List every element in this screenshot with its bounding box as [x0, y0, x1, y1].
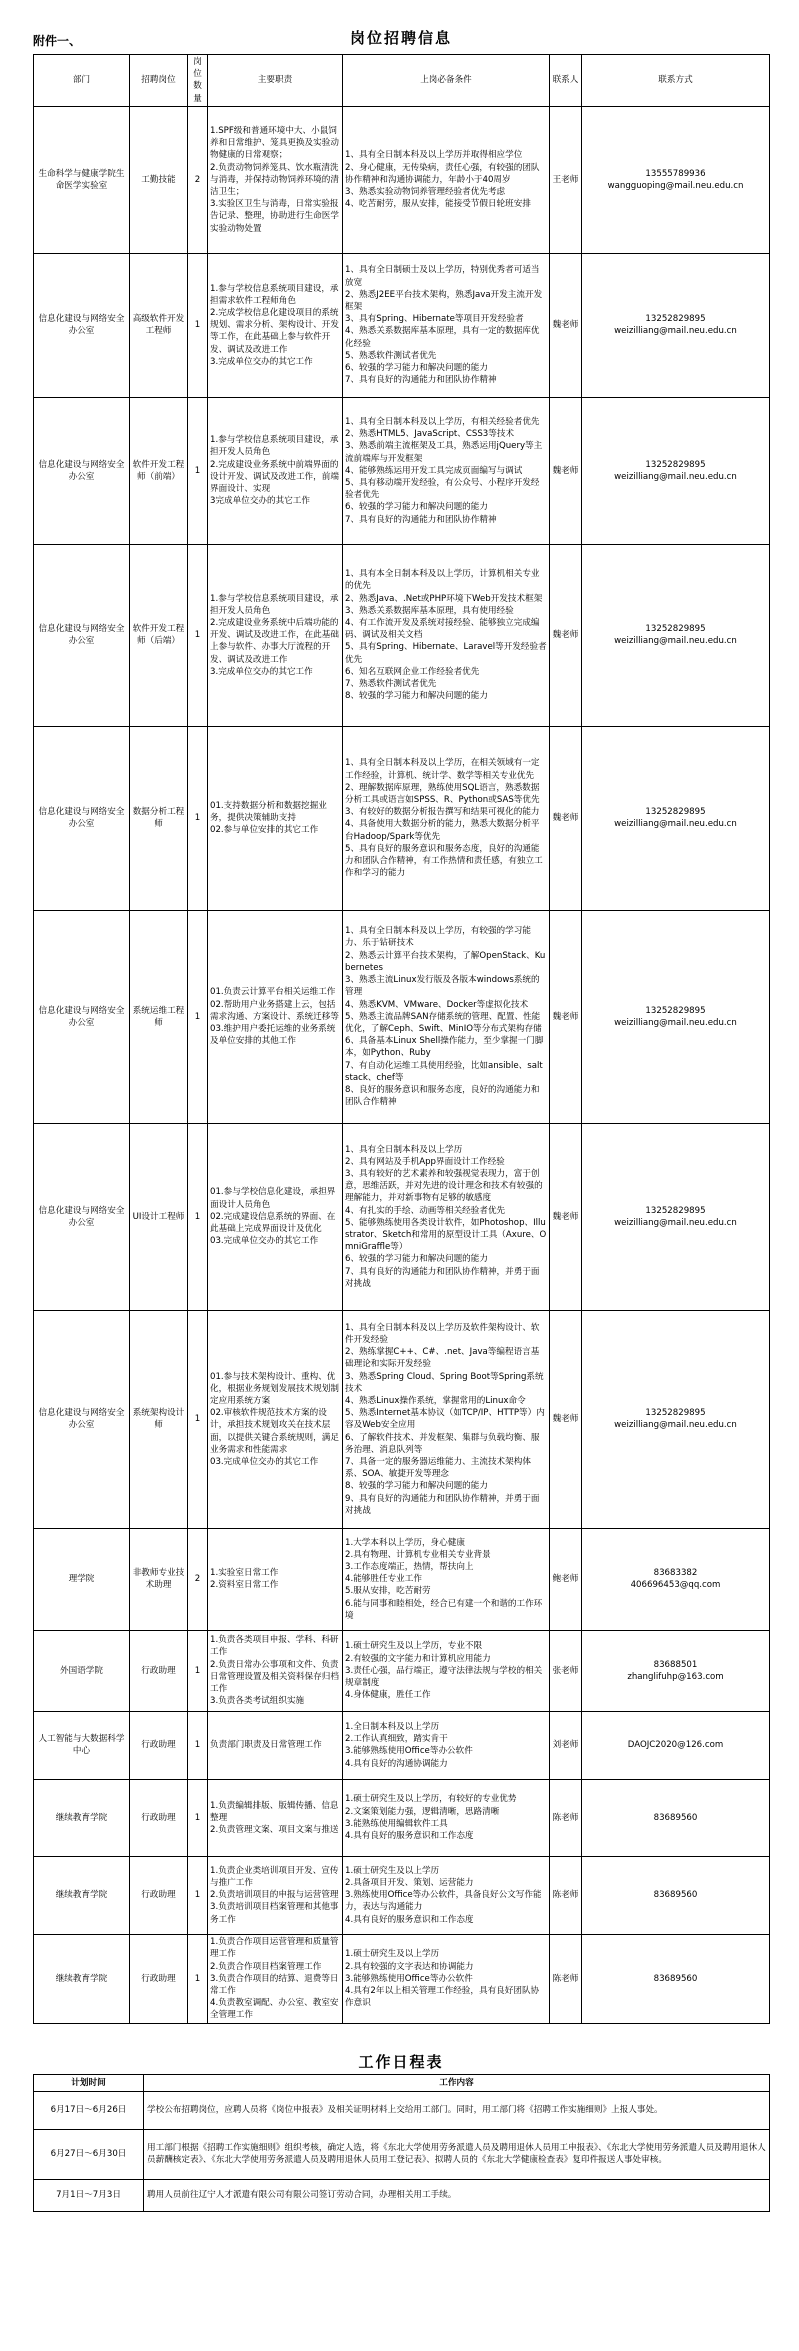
schedule-header [34, 2074, 770, 2091]
cell-contact: 陈老师 [550, 1779, 582, 1856]
cell-dept: 信息化建设与网络安全办公室 [34, 544, 130, 726]
header-time: 计划时间 [34, 2074, 144, 2091]
cell-dept: 理学院 [34, 1528, 130, 1630]
cell-contact: 魏老师 [550, 1310, 582, 1528]
schedule-row [34, 2091, 770, 2129]
table-row [34, 1711, 770, 1779]
cell-post: 软件开发工程师（后端） [130, 544, 188, 726]
cell-phone: 13252829895 weizilliang@mail.neu.edu.cn [582, 1123, 770, 1310]
cell-post: 行政助理 [130, 1711, 188, 1779]
cell-duty: 1.负责编辑排版、版辑传播、信息整理 2.负责管理文案、项目文案与推送 [208, 1779, 343, 1856]
cell-num: 1 [188, 1856, 208, 1934]
table-row [34, 1123, 770, 1310]
cell-post: 系统运维工程师 [130, 910, 188, 1123]
cell-post: 行政助理 [130, 1934, 188, 2023]
cell-num: 1 [188, 726, 208, 910]
cell-post: 非教师专业技术助理 [130, 1528, 188, 1630]
cell-phone: 13252829895 weizilliang@mail.neu.edu.cn [582, 544, 770, 726]
table-row [34, 253, 770, 397]
cell-req: 1、具有本全日制本科及以上学历，计算机相关专业的优先 2、熟悉Java、.Net或PHP环境下Web开发技术框架 3、熟悉关系数据库基本原理，具有使用经验 4、有工作流开发及系统对接经验、能够独立完成编码、调试及相关文档 5、具有Spring、Hibernate、Laravel等开发经验者优先 6、知名互联网企业工作经验者优先 7、熟悉软件测试者优先 8、较强的学习能力和解决问题的能力 [343, 544, 550, 726]
cell-dept: 信息化建设与网络安全办公室 [34, 397, 130, 544]
document [33, 22, 769, 2212]
cell-duty: 1.负责各类项目申报、学科、科研工作 2.负责日常办公事项和文件、负责日常管理设置及相关资料保存归档工作 3.负责各类考试组织实施 [208, 1630, 343, 1711]
cell-contact: 魏老师 [550, 253, 582, 397]
cell-req: 1.大学本科以上学历，身心健康 2.具有物理、计算机专业相关专业背景 3.工作态度端正，热情，帮扶向上 4.能够胜任专业工作 5.服从安排，吃苦耐劳 6.能与同事和睦相处，经合已有建一个和谐的工作环境 [343, 1528, 550, 1630]
cell-duty: 01.支持数据分析和数据挖掘业务，提供决策辅助支持 02.参与单位安排的其它工作 [208, 726, 343, 910]
schedule-table [33, 2074, 770, 2212]
cell-dept: 继续教育学院 [34, 1934, 130, 2023]
table-row [34, 1528, 770, 1630]
cell-req: 1、具有全日制本科及以上学历，有相关经验者优先 2、熟悉HTML5、JavaScript、CSS3等技术 3、熟悉前端主流框架及工具，熟悉运用jQuery等主流前端库与开发框架 4、能够熟练运用开发工具完成页面编写与调试 5、具有移动端开发经验，有公众号、小程序开发经验者优先 6、较强的学习能力和解决问题的能力 7、具有良好的沟通能力和团队协作精神 [343, 397, 550, 544]
table-row [34, 1310, 770, 1528]
cell-dept: 外国语学院 [34, 1630, 130, 1711]
header-duty: 主要职责 [208, 55, 343, 107]
cell-num: 1 [188, 1711, 208, 1779]
cell-req: 1.硕士研究生及以上学历 2.具备项目开发、策划、运营能力 3.熟练使用Office等办公软件，具备良好公文写作能力，表达与沟通能力 4.具有良好的服务意识和工作态度 [343, 1856, 550, 1934]
cell-phone: 13252829895 weizilliang@mail.neu.edu.cn [582, 397, 770, 544]
header-post: 招聘岗位 [130, 55, 188, 107]
cell-contact: 张老师 [550, 1630, 582, 1711]
table-row [34, 106, 770, 253]
cell-dept: 信息化建设与网络安全办公室 [34, 1310, 130, 1528]
cell-contact: 魏老师 [550, 397, 582, 544]
job-table [33, 54, 770, 2024]
cell-phone: 13555789936 wangguoping@mail.neu.edu.cn [582, 106, 770, 253]
cell-num: 1 [188, 1310, 208, 1528]
cell-num: 1 [188, 1123, 208, 1310]
header-num: 岗位数量 [188, 55, 208, 107]
schedule-row [34, 2129, 770, 2179]
cell-contact: 魏老师 [550, 544, 582, 726]
cell-num: 1 [188, 397, 208, 544]
header-content: 工作内容 [144, 2074, 770, 2091]
cell-phone: DAOJC2020@126.com [582, 1711, 770, 1779]
cell-contact: 王老师 [550, 106, 582, 253]
cell-req: 1、具有全日制本科及以上学历，有较强的学习能力、乐于钻研技术 2、熟悉云计算平台技术架构，了解OpenStack、Kubernetes 3、熟悉主流Linux发行版及各版本windows系统的管理 4、熟悉KVM、VMware、Docker等虚拟化技术 5、熟悉主流品牌SAN存储系统的管理、配置、性能优化，了解Ceph、Swift、MinIO等分布式架构存储 6、具备基本Linux Shell操作能力，至少掌握一门脚本，如Python、Ruby 7、有自动化运维工具使用经验，比如ansible、saltstack、chef等 8、良好的服务意识和服务态度，良好的沟通能力和团队合作精神 [343, 910, 550, 1123]
cell-num: 1 [188, 1779, 208, 1856]
cell-req: 1、具有全日制硕士及以上学历，特别优秀者可适当放宽 2、熟悉J2EE平台技术架构，熟悉Java开发主流开发框架 3、具有Spring、Hibernate等项目开发经验者 4、熟悉关系数据库基本原理，具有一定的数据库优化经验 5、熟悉软件测试者优先 6、较强的学习能力和解决问题的能力 7、具有良好的沟通能力和团队协作精神 [343, 253, 550, 397]
cell-duty: 01.参与学校信息化建设，承担界面设计人员角色 02.完成建设信息系统的界面、在此基础上完成界面设计及优化 03.完成单位交办的其它工作 [208, 1123, 343, 1310]
cell-phone: 83689560 [582, 1934, 770, 2023]
cell-phone: 13252829895 weizilliang@mail.neu.edu.cn [582, 253, 770, 397]
page-title: 岗位招聘信息 [349, 29, 452, 47]
cell-req: 1.全日制本科及以上学历 2.工作认真细致，踏实肯干 3.能够熟练使用Office等办公软件 4.具有良好的沟通协调能力 [343, 1711, 550, 1779]
cell-post: UI设计工程师 [130, 1123, 188, 1310]
cell-phone: 83689560 [582, 1779, 770, 1856]
cell-req: 1、具有全日制本科及以上学历，在相关领域有一定工作经验，计算机、统计学、数学等相关专业优先 2、理解数据库原理，熟练使用SQL语言，熟悉数据分析工具或语言如SPSS、R、Python或SAS等优先 3、有较好的数据分析报告撰写和结果可视化的能力 4、具备使用大数据分析的能力，熟悉大数据分析平台Hadoop/Spark等优先 5、具有良好的服务意识和服务态度，良好的沟通能力和团队合作精神，有工作热情和责任感，有独立工作和学习的能力 [343, 726, 550, 910]
cell-dept: 信息化建设与网络安全办公室 [34, 910, 130, 1123]
cell-duty: 1.负责合作项目运营管理和质量管理工作 2.负责合作项目档案管理工作 3.负责合作项目的结算、退费等日常工作 4.负责教室调配、办公室、教室安全管理工作 [208, 1934, 343, 2023]
cell-phone: 83689560 [582, 1856, 770, 1934]
job-table-header [34, 55, 770, 107]
cell-phone: 83683382 406696453@qq.com [582, 1528, 770, 1630]
cell-post: 软件开发工程师（前端） [130, 397, 188, 544]
cell-duty: 1.实验室日常工作 2.资料室日常工作 [208, 1528, 343, 1630]
table-row [34, 397, 770, 544]
cell-duty: 1.负责企业类培训项目开发、宣传与推广工作 2.负责培训项目的申报与运营管理 3.负责培训项目档案管理和其他事务工作 [208, 1856, 343, 1934]
cell-post: 数据分析工程师 [130, 726, 188, 910]
cell-duty: 01.负责云计算平台相关运维工作 02.帮助用户业务搭建上云，包括需求沟通、方案设计、系统迁移等 03.维护用户委托运维的业务系统及单位安排的其他工作 [208, 910, 343, 1123]
table-row [34, 544, 770, 726]
cell-post: 行政助理 [130, 1630, 188, 1711]
cell-duty: 1.参与学校信息系统项目建设，承担开发人员角色 2.完成建设业务系统中前端界面的设计开发、调试及改进工作，前端界面设计、实现 3完成单位交办的其它工作 [208, 397, 343, 544]
table-row [34, 726, 770, 910]
cell-dept: 生命科学与健康学院生命医学实验室 [34, 106, 130, 253]
header-req: 上岗必备条件 [343, 55, 550, 107]
cell-dept: 继续教育学院 [34, 1856, 130, 1934]
schedule-time: 7月1日～7月3日 [34, 2179, 144, 2211]
cell-phone: 13252829895 weizilliang@mail.neu.edu.cn [582, 726, 770, 910]
cell-phone: 83688501 zhanglifuhp@163.com [582, 1630, 770, 1711]
table-row [34, 1934, 770, 2023]
cell-post: 行政助理 [130, 1779, 188, 1856]
cell-num: 1 [188, 544, 208, 726]
header-phone: 联系方式 [582, 55, 770, 107]
cell-num: 1 [188, 910, 208, 1123]
cell-num: 2 [188, 1528, 208, 1630]
cell-duty: 1.参与学校信息系统项目建设，承担需求软件工程师角色 2.完成学校信息化建设项目的系统规划、需求分析、架构设计、开发等工作，在此基础上参与软件开发、调试及改进工作 3.完成单位交办的其它工作 [208, 253, 343, 397]
cell-req: 1、具有全日制本科及以上学历及软件架构设计、软件开发经验 2、熟练掌握C++、C#、.net、Java等编程语言基础理论和实际开发经验 3、熟悉Spring Cloud、Spring Boot等Spring系统技术 4、熟悉Linux操作系统，掌握常用的Linux命令 5、熟悉Internet基本协议（如TCP/IP、HTTP等）内容及Web安全应用 6、了解软件技术、并发框架、集群与负载均衡、服务治理、消息队列等 7、具备一定的服务器运维能力、主流技术架构体系、SOA、敏捷开发等理念 8、较强的学习能力和解决问题的能力 9、具有良好的沟通能力和团队协作精神，并勇于面对挑战 [343, 1310, 550, 1528]
cell-req: 1、具有全日制本科及以上学历 2、具有网站及手机App界面设计工作经验 3、具有较好的艺术素养和较强视觉表现力，富于创意，思维活跃，并对先进的设计理念和技术有较强的理解能力，并对新事物有足够的敏感度 4、有扎实的手绘、动画等相关经验者优先 5、能够熟练使用各类设计软件，如Photoshop、Illustrator、Sketch和常用的原型设计工具（Axure、OmniGraffle等） 6、较强的学习能力和解决问题的能力 7、具有良好的沟通能力和团队协作精神，并勇于面对挑战 [343, 1123, 550, 1310]
cell-contact: 刘老师 [550, 1711, 582, 1779]
header-contact: 联系人 [550, 55, 582, 107]
schedule-time: 6月17日～6月26日 [34, 2091, 144, 2129]
cell-contact: 陈老师 [550, 1856, 582, 1934]
cell-post: 工勤技能 [130, 106, 188, 253]
cell-num: 1 [188, 1630, 208, 1711]
cell-num: 2 [188, 106, 208, 253]
cell-req: 1.硕士研究生及以上学历，有较好的专业优势 2.文案策划能力强，逻辑清晰，思路清晰 3.能熟练使用编辑软件工具 4.具有良好的服务意识和工作态度 [343, 1779, 550, 1856]
header-dept: 部门 [34, 55, 130, 107]
cell-contact: 鲍老师 [550, 1528, 582, 1630]
schedule-title: 工作日程表 [358, 2052, 444, 2071]
cell-dept: 信息化建设与网络安全办公室 [34, 253, 130, 397]
cell-dept: 人工智能与大数据科学中心 [34, 1711, 130, 1779]
table-row [34, 910, 770, 1123]
cell-phone: 13252829895 weizilliang@mail.neu.edu.cn [582, 910, 770, 1123]
cell-req: 1.硕士研究生及以上学历，专业不限 2.有较强的文字能力和计算机应用能力 3.责任心强，品行端正，遵守法律法规与学校的相关规章制度 4.身体健康，胜任工作 [343, 1630, 550, 1711]
cell-post: 行政助理 [130, 1856, 188, 1934]
schedule-time: 6月27日～6月30日 [34, 2129, 144, 2179]
cell-num: 1 [188, 253, 208, 397]
schedule-content: 用工部门根据《招聘工作实施细则》组织考核，确定人选，将《东北大学使用劳务派遣人员及聘用退休人员用工申报表》、《东北大学使用劳务派遣人员及聘用退休人员薪酬核定表》、《东北大学使用劳务派遣人员及聘用退休人员用工登记表》、拟聘人员的《东北大学健康检查表》复印件报送人事处审核。 [144, 2129, 770, 2179]
cell-duty: 1.SPF级和普通环境中大、小鼠饲养和日常维护、笼具更换及实验动物健康的日常观察； 2.负责动物饲养笼具、饮水瓶清洗与消毒，并保持动物饲养环境的清洁卫生； 3.实验区卫生与消毒，日常实验报告记录、整理，协助进行生命医学实验动物处置 [208, 106, 343, 253]
table-row [34, 1779, 770, 1856]
cell-duty: 1.参与学校信息系统项目建设，承担开发人员角色 2.完成建设业务系统中后端功能的开发、调试及改进工作，在此基础上参与软件、办事大厅流程的开发、调试及改进工作 3.完成单位交办的其它工作 [208, 544, 343, 726]
cell-contact: 魏老师 [550, 910, 582, 1123]
cell-num: 1 [188, 1934, 208, 2023]
cell-req: 1、具有全日制本科及以上学历并取得相应学位 2、身心健康，无传染病，责任心强，有较强的团队协作精神和沟通协调能力，年龄小于40周岁 3、熟悉实验动物饲养管理经验者优先考虑 4、吃苦耐劳，服从安排，能接受节假日轮班安排 [343, 106, 550, 253]
cell-duty: 01.参与技术架构设计、重构、优化，根据业务规划发展技术规划制定应用系统方案 02.审核软件规范技术方案的设计，承担技术规划攻关在技术层面，以提供关键合系统规则，满足业务需求和性能需求 03.完成单位交办的其它工作 [208, 1310, 343, 1528]
cell-dept: 信息化建设与网络安全办公室 [34, 726, 130, 910]
cell-duty: 负责部门职责及日常管理工作 [208, 1711, 343, 1779]
table-row [34, 1856, 770, 1934]
schedule-content: 聘用人员前往辽宁人才派遣有限公司有限公司签订劳动合同，办理相关用工手续。 [144, 2179, 770, 2211]
schedule-row [34, 2179, 770, 2211]
cell-contact: 魏老师 [550, 1123, 582, 1310]
cell-dept: 信息化建设与网络安全办公室 [34, 1123, 130, 1310]
cell-dept: 继续教育学院 [34, 1779, 130, 1856]
schedule-content: 学校公布招聘岗位，应聘人员将《岗位申报表》及相关证明材料上交给用工部门。同时，用工部门将《招聘工作实施细则》上报人事处。 [144, 2091, 770, 2129]
cell-contact: 陈老师 [550, 1934, 582, 2023]
cell-post: 系统架构设计师 [130, 1310, 188, 1528]
cell-post: 高级软件开发工程师 [130, 253, 188, 397]
cell-contact: 魏老师 [550, 726, 582, 910]
cell-phone: 13252829895 weizilliang@mail.neu.edu.cn [582, 1310, 770, 1528]
annex-label: 附件一、 [33, 34, 82, 48]
cell-req: 1.硕士研究生及以上学历 2.具有较强的文字表达和协调能力 3.能够熟练使用Office等办公软件 4.具有2年以上相关管理工作经验，具有良好团队协作意识 [343, 1934, 550, 2023]
table-row [34, 1630, 770, 1711]
